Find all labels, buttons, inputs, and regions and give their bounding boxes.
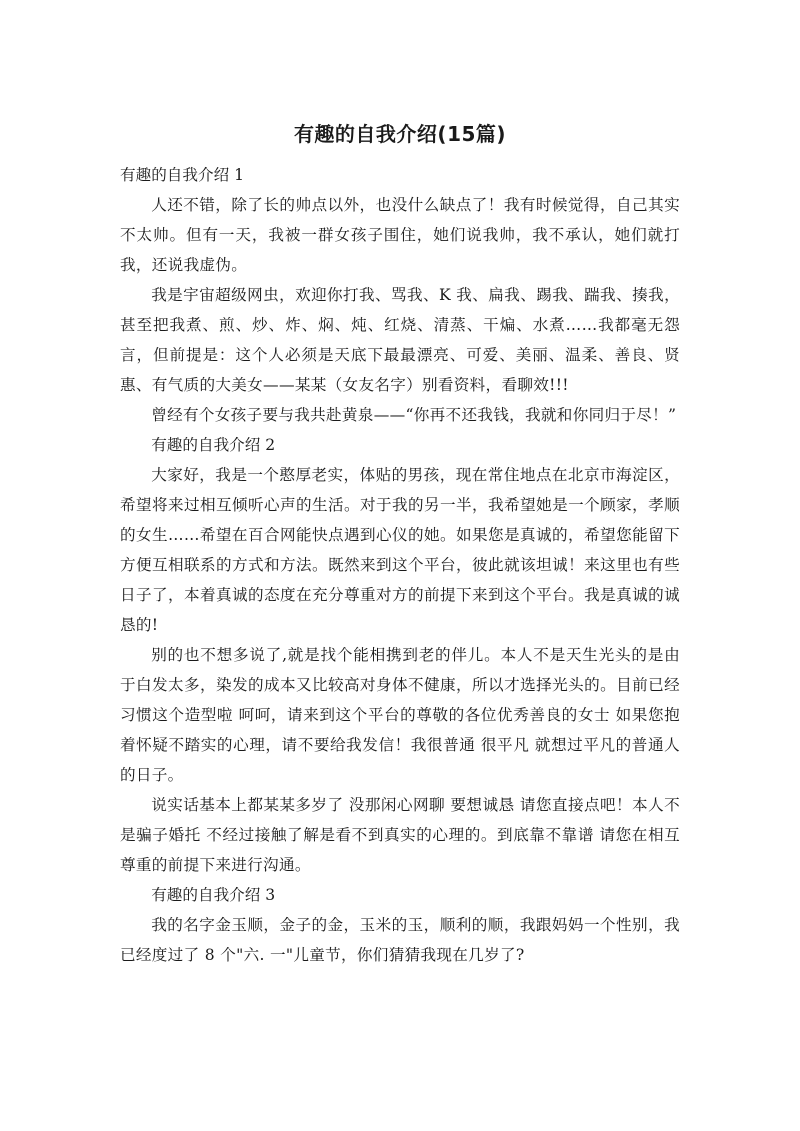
section-heading-2: 有趣的自我介绍 2	[151, 436, 276, 454]
section-2-paragraph-2: 别的也不想多说了,就是找个能相携到老的伴儿。本人不是天生光头的是由于白发太多，染发的成本又比较高对身体不健康，所以才选择光头的。目前已经习惯这个造型啦 呵呵，请来到这个平台的尊敬的各位优秀善良的女士 如果您抱着怀疑不踏实的心理，请不要给我发信！我很普通 很平凡 就想过平凡的普通人的日子。	[120, 646, 680, 784]
section-heading-3: 有趣的自我介绍 3	[151, 886, 276, 904]
section-heading-1: 有趣的自我介绍 1	[120, 166, 245, 184]
section-1-paragraph-2: 我是宇宙超级网虫，欢迎你打我、骂我、K 我、扁我、踢我、踹我、揍我，甚至把我煮、煎、炒、炸、焖、炖、红烧、清蒸、干煸、水煮……我都毫无怨言，但前提是：这个人必须是天底下最最漂亮、可爱、美丽、温柔、善良、贤惠、有气质的大美女——某某（女友名字）别看资料，看聊效!!!	[120, 286, 680, 394]
section-3-paragraph-1: 我的名字金玉顺，金子的金，玉米的玉，顺利的顺，我跟妈妈一个性别，我已经度过了 8 个"六. 一"儿童节，你们猜猜我现在几岁了?	[120, 916, 680, 964]
section-1-paragraph-3: 曾经有个女孩子要与我共赴黄泉——“你再不还我钱，我就和你同归于尽！”	[151, 406, 677, 424]
section-2-paragraph-1: 大家好，我是一个憨厚老实，体贴的男孩，现在常住地点在北京市海淀区，希望将来过相互倾听心声的生活。对于我的另一半，我希望她是一个顾家，孝顺的女生……希望在百合网能快点遇到心仪的她。如果您是真诚的，希望您能留下方便互相联系的方式和方法。既然来到这个平台，彼此就该坦诚！来这里也有些日子了，本着真诚的态度在充分尊重对方的前提下来到这个平台。我是真诚的诚恳的!	[120, 466, 680, 634]
document-body	[120, 160, 680, 970]
section-1-paragraph-1: 人还不错，除了长的帅点以外，也没什么缺点了！我有时候觉得，自己其实不太帅。但有一天，我被一群女孩子围住，她们说我帅，我不承认，她们就打我，还说我虚伪。	[120, 196, 680, 274]
section-2-paragraph-3: 说实话基本上都某某多岁了 没那闲心网聊 要想诚恳 请您直接点吧！本人不是骗子婚托 不经过接触了解是看不到真实的心理的。到底靠不靠谱 请您在相互尊重的前提下来进行沟通。	[120, 796, 680, 874]
document-title: 有趣的自我介绍(15篇)	[293, 122, 507, 146]
